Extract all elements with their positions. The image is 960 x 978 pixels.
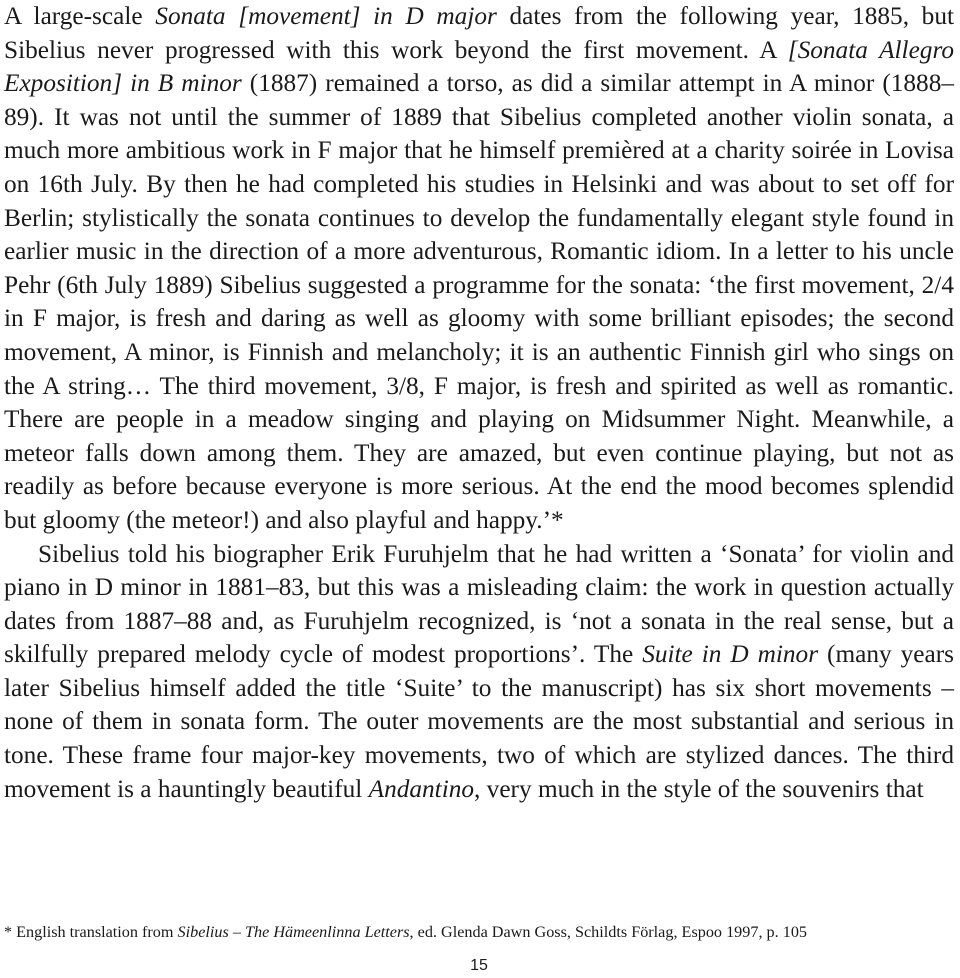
paragraph-2-text: Sibelius told his biographer Erik Furuhjelm that he had written a ‘Sonata’ for violin and piano in D minor in 1881–83, but this was a misleading claim: the work in question actually dates from 1887–88 and, as Furuhjelm recognized, is ‘not a sonata in the real sense, but a skilfully prepared melody cycle of modest proportions’. The	[4, 539, 954, 669]
paragraph-2	[4, 538, 954, 807]
work-title-sonata-allegro: [Sonata Allegro Exposition] in B minor	[4, 35, 955, 98]
paragraph-2-text: , very much in the style of the souvenirs that	[474, 774, 924, 803]
paragraph-1-text: A large-scale	[4, 2, 156, 30]
paragraph-2-text: (many years later Sibelius himself added the title ‘Suite’ to the manuscript) has six short movements – none of them in sonata form. The outer movements are the most substantial and serious in tone. These frame four major-key movements, two of which are stylized dances. The third movement is a hauntingly beautiful	[4, 640, 954, 803]
footnote-text: , ed. Glenda Dawn Goss, Schildts Förlag, Espoo 1997, p. 105	[409, 923, 808, 941]
work-title-sonata-d-major: Sonata [movement] in D major	[155, 2, 497, 30]
footnote-source-title: Sibelius – The Hämeenlinna Letters	[177, 923, 410, 941]
paragraph-1-text: dates from the following year, 1885, but Sibelius never progressed with this work beyond the first movement. A	[4, 2, 955, 64]
body-text	[4, 0, 954, 806]
footnote-text: * English translation from	[4, 923, 178, 941]
work-title-andantino: Andantino	[368, 774, 475, 803]
footnote	[4, 922, 954, 942]
page-number: 15	[470, 957, 488, 974]
work-title-suite-d-minor: Suite in D minor	[642, 640, 819, 669]
document-page	[4, 0, 954, 978]
paragraph-1-text: (1887) remained a torso, as did a similar attempt in A minor (1888–89). It was not until the summer of 1889 that Sibelius completed another violin sonata, a much more ambitious work in F major that he himself premièred at a charity soirée in Lovisa on 16th July. By then he had completed his studies in Helsinki and was about to set off for Berlin; stylistically the sonata continues to develop the fundamentally elegant style found in earlier music in the direction of a more adventurous, Romantic idiom. In a letter to his uncle Pehr (6th July 1889) Sibelius suggested a programme for the sonata: ‘the first movement, 2/4 in F major, is fresh and daring as well as gloomy with some brilliant episodes; the second movement, A minor, is Finnish and melancholy; it is an authentic Finnish girl who sings on the A string… The third movement, 3/8, F major, is fresh and spirited as well as romantic. There are people in a meadow singing and playing on Midsummer Night. Meanwhile, a meteor falls down among them. They are amazed, but even continue playing, but not as readily as before because everyone is more serious. At the end the mood becomes splendid but gloomy (the meteor!) and also playful and happy.’*	[4, 69, 954, 534]
paragraph-1	[4, 0, 954, 538]
